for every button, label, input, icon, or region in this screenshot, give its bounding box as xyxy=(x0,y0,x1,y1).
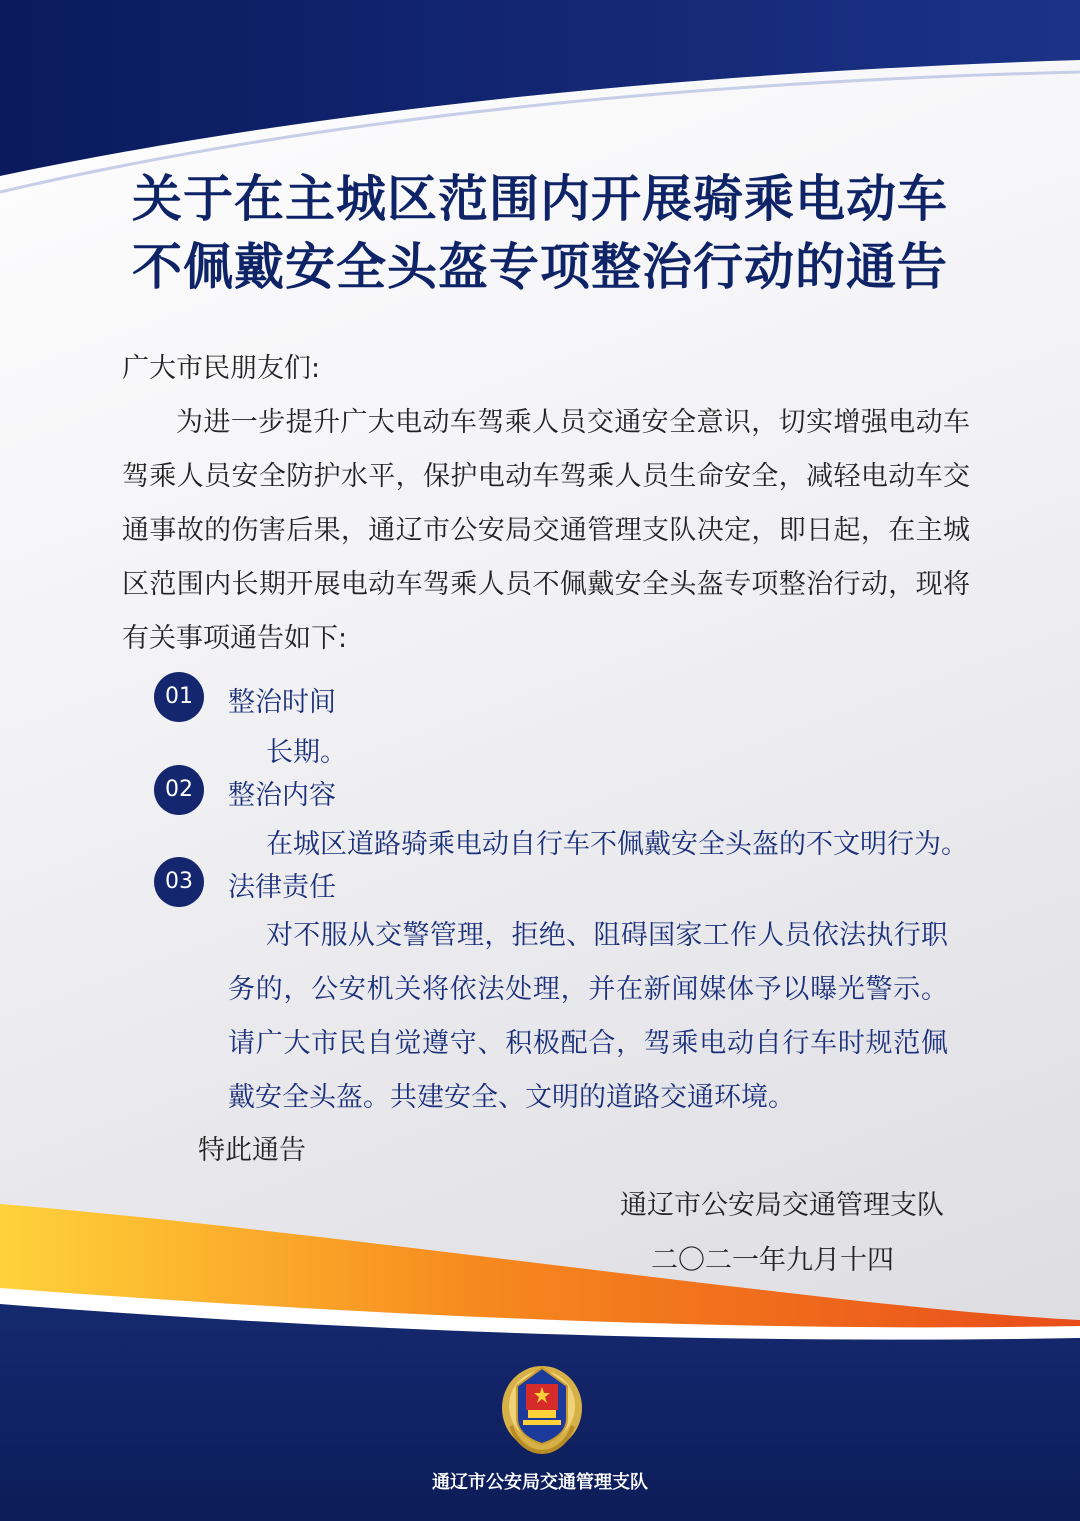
section-number-badge: 01 xyxy=(154,672,204,722)
section-title: 法律责任 xyxy=(228,872,336,903)
section-title: 整治内容 xyxy=(228,780,336,811)
top-navy-band xyxy=(0,0,1080,176)
footer-organization: 通辽市公安局交通管理支队 xyxy=(432,1472,648,1493)
section-title: 整治时间 xyxy=(228,687,336,718)
police-emblem-icon xyxy=(497,1356,587,1456)
closing-text: 特此通告 xyxy=(198,1135,306,1166)
section-number-badge: 02 xyxy=(154,765,204,815)
intro-paragraph: 为进一步提升广大电动车驾乘人员交通安全意识，切实增强电动车驾乘人员安全防护水平，保护电动车驾乘人员生命安全，减轻电动车交通事故的伤害后果，通辽市公安局交通管理支队决定，即日起，在主城区范围内长期开展电动车驾乘人员不佩戴安全头盔专项整治行动，现将有关事项通告如下: xyxy=(122,407,970,654)
section-body: 在城区道路骑乘电动自行车不佩戴安全头盔的不文明行为。 xyxy=(266,829,968,860)
title-line-2: 不佩戴安全头盔专项整治行动的通告 xyxy=(132,237,948,296)
signature-date: 二〇二一年九月十四 xyxy=(651,1245,894,1276)
section-number-badge: 03 xyxy=(154,857,204,907)
section-body: 对不服从交警管理，拒绝、阻碍国家工作人员依法执行职务的，公安机关将依法处理，并在新闻媒体予以曝光警示。请广大市民自觉遵守、积极配合，驾乘电动自行车时规范佩戴安全头盔。共建安全、文明的道路交通环境。 xyxy=(228,920,948,1113)
signature-organization: 通辽市公安局交通管理支队 xyxy=(620,1190,944,1221)
greeting: 广大市民朋友们: xyxy=(122,353,321,384)
title-line-1: 关于在主城区范围内开展骑乘电动车 xyxy=(132,169,948,228)
section-body: 长期。 xyxy=(266,737,347,768)
